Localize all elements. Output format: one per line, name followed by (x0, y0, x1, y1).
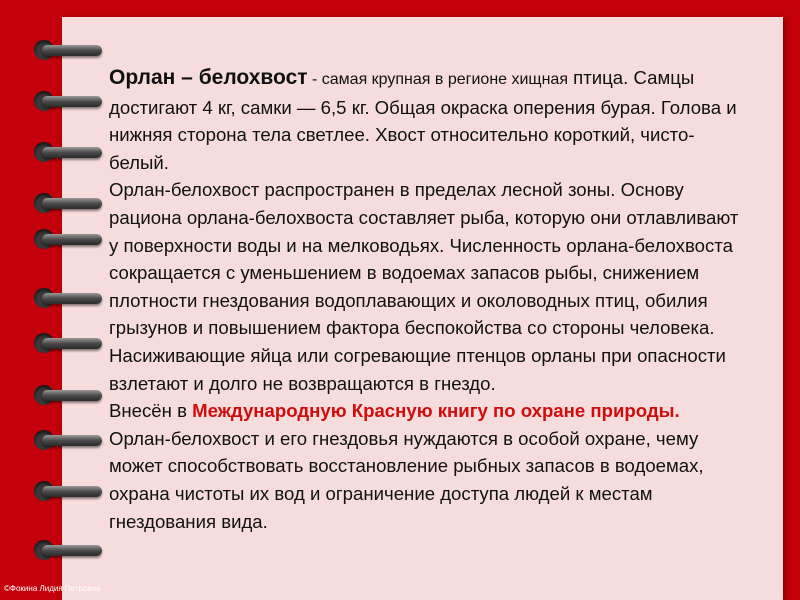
paragraph-intro (109, 64, 749, 176)
spiral-ring (28, 91, 104, 111)
spiral-ring (28, 142, 104, 162)
ring-wire (42, 338, 102, 349)
ring-wire (42, 234, 102, 245)
ring-wire (42, 45, 102, 56)
paragraph-protection: Орлан-белохвост и его гнездовья нуждаются в особой охране, чему может способствовать восстановление рыбных запасов в водоемах, охрана чистоты их вод и ограничение доступа людей к местам гнездования вида. (109, 427, 704, 532)
ring-wire (42, 293, 102, 304)
spiral-ring (28, 385, 104, 405)
spiral-ring (28, 430, 104, 450)
spiral-ring (28, 481, 104, 501)
bird-name-heading: Орлан – белохвост (109, 66, 308, 89)
paragraph-habitat: Орлан-белохвост распространен в пределах лесной зоны. Основу рациона орлана-белохвоста составляет рыба, которую они отлавливают у поверхности воды и на мелководьях. Численность орлана-белохвоста сокращается с уменьшением в водоемах запасов рыбы, снижением плотности гнездования водоплавающих и околоводных птиц, обилия грызунов и повышением фактора беспокойства со стороны человека. Насиживающие яйца или согревающие птенцов орланы при опасности взлетают и долго не возвращаются в гнездо. (109, 179, 739, 394)
spiral-ring (28, 540, 104, 560)
red-book-highlight: Международную Красную книгу по охране природы. (192, 400, 680, 422)
red-book-prefix: Внесён в (109, 400, 193, 422)
ring-wire (42, 147, 102, 158)
ring-wire (42, 486, 102, 497)
ring-wire (42, 390, 102, 401)
spiral-ring (28, 288, 104, 308)
paragraph-red-book (109, 397, 749, 425)
spiral-ring (28, 229, 104, 249)
spiral-ring (28, 193, 104, 213)
ring-wire (42, 96, 102, 107)
spiral-ring (28, 333, 104, 353)
ring-wire (42, 435, 102, 446)
ring-wire (42, 198, 102, 209)
copyright-footer: ©Фокина Лидия Петровна (4, 584, 101, 593)
intro-text: птица. Самцы достигают 4 кг, самки — 6,5 кг. Общая окраска оперения бурая. Голова и нижняя сторона тела светлее. Хвост относительно короткий, чисто-белый. (109, 67, 737, 173)
ring-wire (42, 545, 102, 556)
spiral-ring (28, 40, 104, 60)
intro-dash-text: - самая крупная в регионе хищная (307, 71, 568, 88)
body-text (109, 64, 749, 535)
